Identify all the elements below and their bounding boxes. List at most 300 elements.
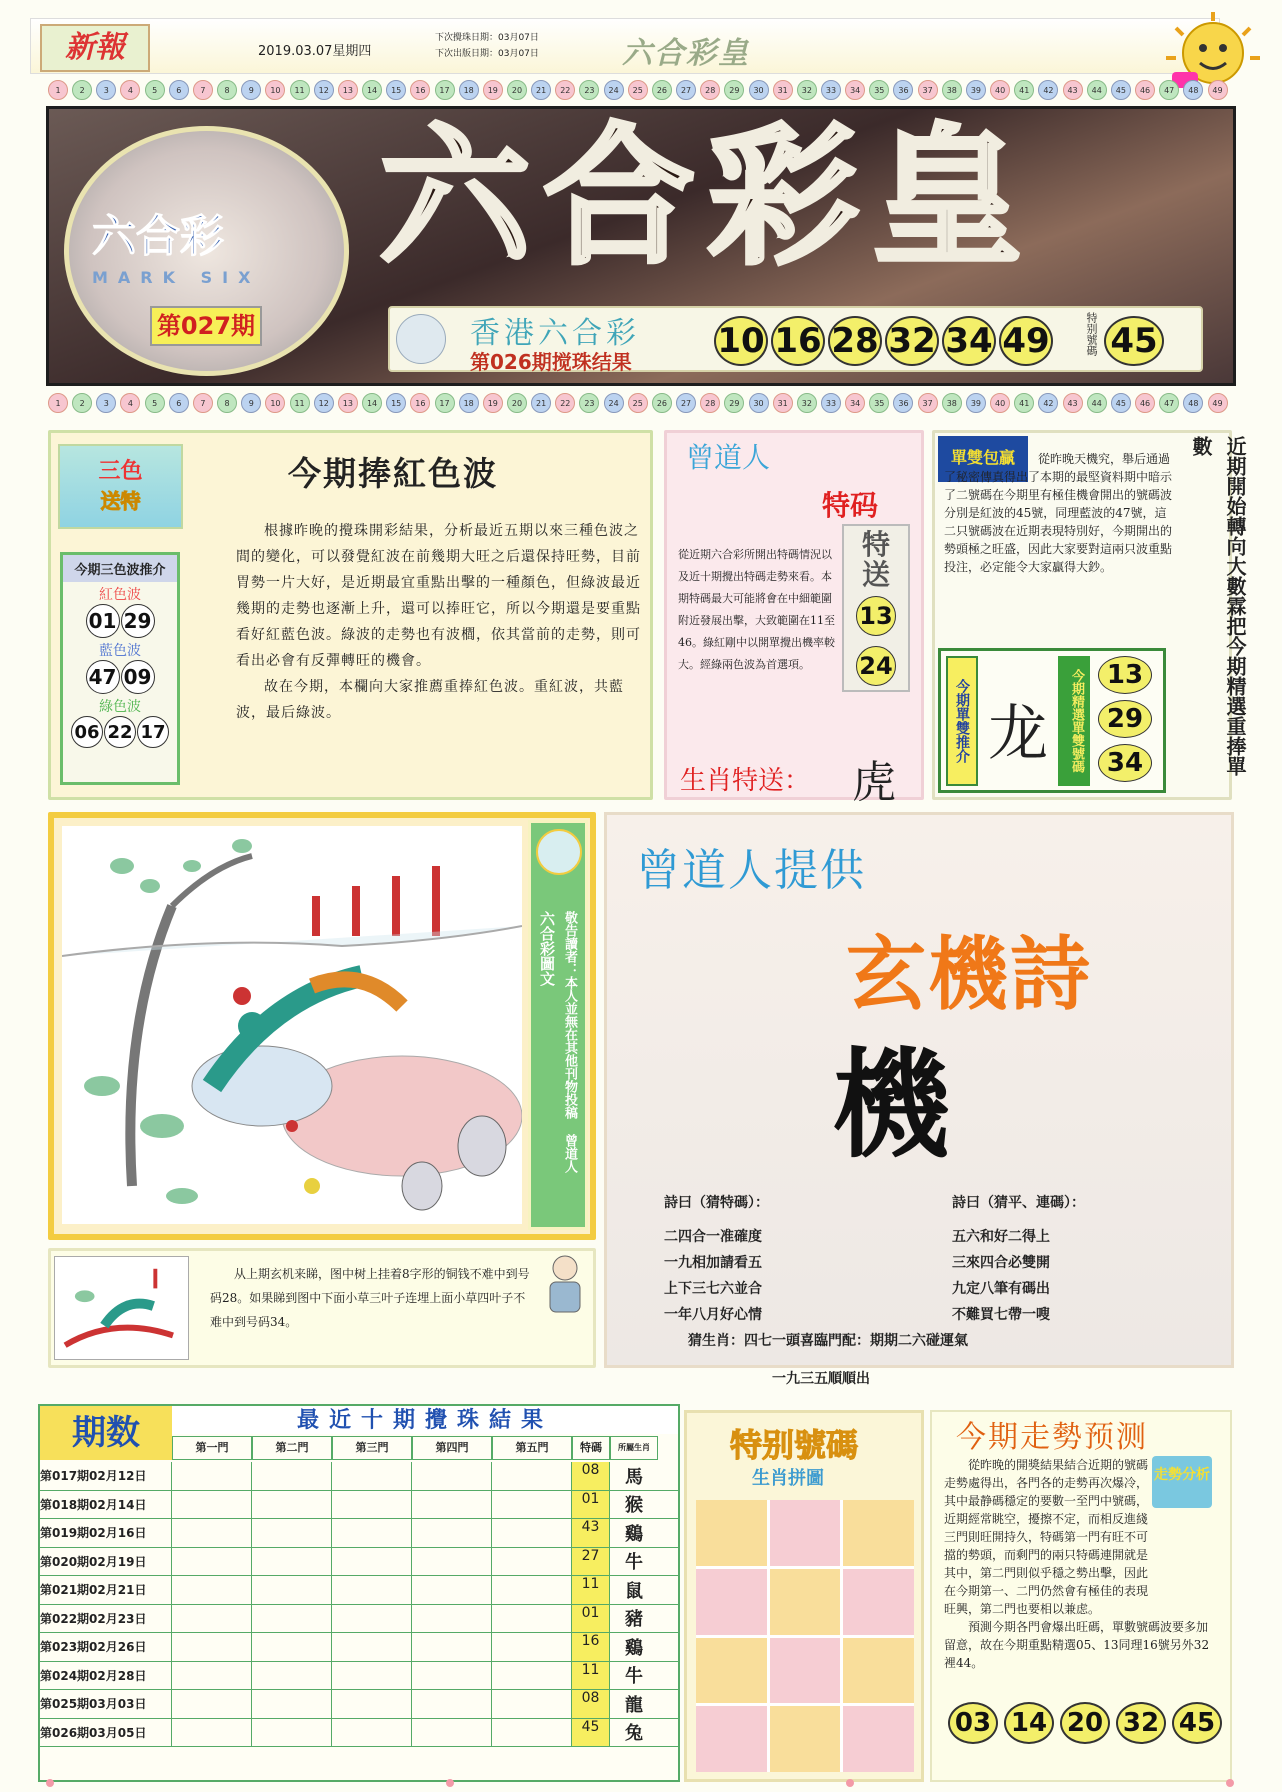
mini-ball: 43 (1063, 393, 1083, 413)
history-cell (412, 1633, 492, 1661)
history-cell (252, 1719, 332, 1747)
mini-ball: 15 (386, 393, 406, 413)
history-cell (332, 1519, 412, 1547)
history-col-header: 第三門 (332, 1436, 412, 1460)
history-special: 08 (572, 1462, 610, 1490)
history-zodiac: 豬 (625, 1609, 643, 1631)
mini-ball: 41 (1014, 80, 1034, 100)
poem-line: 上下三七六並合 (664, 1281, 762, 1297)
history-issue: 第023期02月26日 (40, 1633, 172, 1661)
brand-small: 六合彩皇 (622, 36, 750, 71)
mini-ball: 5 (145, 80, 165, 100)
history-cell (412, 1719, 492, 1747)
mini-ball: 22 (555, 393, 575, 413)
poem-line: 五六和好二得上 (952, 1229, 1050, 1245)
mini-ball: 23 (579, 393, 599, 413)
zeng-number: 13 (856, 596, 896, 636)
mini-ball: 14 (362, 80, 382, 100)
poem-line: 三來四合必雙開 (952, 1255, 1050, 1271)
number-ball-row-top (48, 80, 1228, 102)
history-cell (252, 1662, 332, 1690)
history-issue: 第020期02月19日 (40, 1548, 172, 1576)
mini-ball: 48 (1183, 393, 1203, 413)
mini-ball: 12 (314, 393, 334, 413)
mini-ball: 3 (96, 80, 116, 100)
trend-body (944, 1456, 1214, 1672)
number-ball-row-mid (48, 393, 1228, 415)
trend-number: 14 (1004, 1702, 1054, 1744)
next-publish-date: 下次出版日期：03月07日 (435, 49, 539, 59)
mini-ball: 30 (749, 393, 769, 413)
single-tag: 單雙包贏 (938, 436, 1028, 482)
history-cell (492, 1719, 572, 1747)
picture-side (528, 820, 588, 1230)
history-zodiac: 猴 (625, 1495, 643, 1517)
poem-big-char: 機 (832, 1036, 951, 1174)
history-cell (332, 1633, 412, 1661)
masthead-title: 六合彩皇 (380, 111, 1037, 285)
mini-ball: 19 (483, 393, 503, 413)
green-wave-label: 綠色波 (99, 699, 141, 715)
poem-line: 二四合一准確度 (664, 1229, 762, 1245)
history-cell (492, 1662, 572, 1690)
history-cell (332, 1662, 412, 1690)
zeng-special-send: 特送 (861, 528, 890, 591)
mini-ball: 28 (700, 393, 720, 413)
history-issue: 第022期02月23日 (40, 1605, 172, 1633)
history-cell (492, 1605, 572, 1633)
next-draw-date: 下次攪珠日期：03月07日 (435, 33, 539, 43)
zeng-special-code: 特码 (822, 489, 879, 522)
history-special: 11 (572, 1576, 610, 1604)
poem-right-head: 詩曰（猜平、連碼）： (952, 1195, 1085, 1211)
mini-ball: 27 (676, 393, 696, 413)
mini-ball: 33 (821, 80, 841, 100)
puzzle-piece (770, 1569, 841, 1635)
mini-ball: 49 (1208, 393, 1228, 413)
mini-ball: 29 (724, 393, 744, 413)
mini-ball: 22 (555, 80, 575, 100)
wave-box (60, 552, 180, 785)
mini-ball: 36 (893, 80, 913, 100)
mini-ball: 18 (459, 80, 479, 100)
puzzle-piece (843, 1569, 914, 1635)
history-col-header: 第四門 (412, 1436, 492, 1460)
mini-ball: 44 (1087, 80, 1107, 100)
history-cell (492, 1576, 572, 1604)
zeng-special-box (842, 524, 910, 692)
trend-body-1: 從昨晚的開獎結果結合近期的號碼走勢處得出，各門各的走勢再次爆冷，其中最静碼穩定的要數一至門中號碼，近期經常眺空，擾擦不定，而相反進綫三門則旺開持久，特碼第一門有旺不可擋的勢頭，而剩門的兩只特碼連開就是其中，第二門則似乎穩之勢出擊，因此在今期第一、二門仍然會有極佳的表現旺興，第二門也要相以兼虑。 (944, 1458, 1149, 1616)
history-issue: 第017期02月12日 (40, 1462, 172, 1490)
result-ball: 32 (885, 316, 939, 366)
mini-ball: 17 (435, 80, 455, 100)
single-side-text: 近期開始轉向大數霖把今期精選重捧單數 (1189, 436, 1247, 776)
mini-ball: 42 (1038, 393, 1058, 413)
trend-number: 20 (1060, 1702, 1110, 1744)
history-row (40, 1633, 678, 1662)
history-cell (332, 1605, 412, 1633)
result-issue (470, 346, 632, 375)
result-ball: 49 (999, 316, 1053, 366)
mini-ball: 46 (1135, 393, 1155, 413)
history-col-header: 第五門 (492, 1436, 572, 1460)
mini-ball: 39 (966, 393, 986, 413)
history-cell (412, 1605, 492, 1633)
mini-ball: 33 (821, 393, 841, 413)
mini-ball: 9 (241, 80, 261, 100)
poem-line: 一九相加請看五 (664, 1255, 762, 1271)
puzzle-piece (696, 1500, 767, 1566)
history-zodiac: 牛 (625, 1666, 643, 1688)
single-box-label: 今期單雙推介 (946, 656, 978, 786)
history-zodiac: 牛 (625, 1552, 643, 1574)
blue-wave-number: 09 (121, 660, 155, 694)
history-issue: 第018期02月14日 (40, 1491, 172, 1519)
zeng-numbers (844, 596, 908, 686)
mini-ball: 49 (1208, 80, 1228, 100)
mini-ball: 26 (652, 80, 672, 100)
history-cell (492, 1519, 572, 1547)
green-wave-numbers (63, 716, 177, 748)
history-cell (252, 1519, 332, 1547)
footer-decoration (30, 1776, 1250, 1790)
history-cell (492, 1491, 572, 1519)
trend-numbers (948, 1702, 1222, 1744)
zeng-zodiac: 虎 (852, 757, 896, 808)
blue-wave-numbers (63, 660, 177, 694)
mini-ball: 5 (145, 393, 165, 413)
wave-paragraph-2: 故在今期，本欄向大家推薦重捧紅色波。重紅波，共藍波，最后綠波。 (236, 679, 624, 721)
history-special: 45 (572, 1719, 610, 1747)
puzzle-piece (696, 1569, 767, 1635)
puzzle-piece (770, 1500, 841, 1566)
mini-ball: 13 (338, 80, 358, 100)
mini-ball: 47 (1159, 80, 1179, 100)
mini-ball: 11 (290, 80, 310, 100)
mini-ball: 48 (1183, 80, 1203, 100)
history-cell (332, 1690, 412, 1718)
picture-side-brand: 六合彩圖文 (538, 911, 556, 986)
riddle-text: 从上期玄机来睇，图中树上挂着8字形的铜钱不难中到号码28。如果睇到图中下面小草三叶子连埋上面小草四叶子不难中到号码34。 (210, 1267, 530, 1329)
wave-box-title: 今期三色波推介 (63, 555, 177, 582)
history-cell (172, 1519, 252, 1547)
result-issue-number: 第026 (470, 350, 532, 374)
mini-ball: 39 (966, 80, 986, 100)
poem-right-lines (952, 1224, 1085, 1328)
mini-ball: 42 (1038, 80, 1058, 100)
red-wave-numbers (63, 604, 177, 638)
single-pick-label: 今期精選單雙號碼 (1058, 656, 1090, 786)
mini-ball: 16 (410, 80, 430, 100)
mini-ball: 23 (579, 80, 599, 100)
history-issue: 第025期03月03日 (40, 1690, 172, 1718)
mini-ball: 7 (193, 393, 213, 413)
mini-ball: 8 (217, 393, 237, 413)
mini-ball: 1 (48, 393, 68, 413)
green-wave-number: 22 (104, 716, 136, 748)
history-cell (492, 1548, 572, 1576)
mini-ball: 31 (773, 80, 793, 100)
logo-badge-sub: MARK SIX (92, 268, 261, 287)
history-cell (252, 1605, 332, 1633)
single-pick: 29 (1098, 700, 1152, 738)
history-cell (412, 1576, 492, 1604)
history-issue: 第019期02月16日 (40, 1519, 172, 1547)
history-cell (412, 1519, 492, 1547)
single-zodiac: 龙 (988, 699, 1048, 769)
poem-right (952, 1190, 1085, 1328)
history-row (40, 1605, 678, 1634)
mini-ball: 7 (193, 80, 213, 100)
result-brand: 香港六合彩 (470, 316, 640, 351)
history-cell (412, 1462, 492, 1490)
history-special: 27 (572, 1548, 610, 1576)
history-cell (172, 1690, 252, 1718)
history-col-header: 特碼 (572, 1436, 610, 1460)
history-cell (172, 1605, 252, 1633)
puzzle-piece (770, 1638, 841, 1704)
mini-ball: 34 (845, 393, 865, 413)
single-body: 從昨晚天機究，舉后通過了秘密傳真得出了本期的最堅資料期中暗示了二號碼在今期里有極佳機會開出的號碼波分別是紅波的45號，同理藍波的47號，這二只號碼波在近期表現特別好，今期開出的勢頭極之旺盛，因此大家要對這兩只波重點投注，必定能令大家贏得大鈔。 (944, 452, 1173, 574)
history-issue: 第024期02月28日 (40, 1662, 172, 1690)
history-cell (332, 1576, 412, 1604)
mini-ball: 37 (918, 393, 938, 413)
blue-wave-number: 47 (86, 660, 120, 694)
mini-ball: 30 (749, 80, 769, 100)
trend-number: 03 (948, 1702, 998, 1744)
history-row (40, 1719, 678, 1748)
history-row (40, 1690, 678, 1719)
wave-paragraph (236, 518, 646, 726)
puzzle-piece (843, 1706, 914, 1772)
mini-ball: 21 (531, 80, 551, 100)
single-picks (1098, 656, 1152, 782)
mini-ball: 43 (1063, 80, 1083, 100)
trend-title: 今期走勢预测 (956, 1420, 1148, 1455)
history-special: 11 (572, 1662, 610, 1690)
history-cell (252, 1690, 332, 1718)
puzzle-title: 特别號碼 (730, 1426, 859, 1464)
history-zodiac: 鼠 (625, 1580, 643, 1602)
history-cell (172, 1576, 252, 1604)
wave-tag-title: 三色 (98, 459, 143, 484)
blue-wave-label: 藍色波 (99, 643, 141, 659)
green-wave-number: 06 (71, 716, 103, 748)
mini-ball: 24 (604, 80, 624, 100)
mini-ball: 15 (386, 80, 406, 100)
mini-ball: 37 (918, 80, 938, 100)
history-rows (40, 1462, 678, 1747)
mini-ball: 28 (700, 80, 720, 100)
history-cell (172, 1548, 252, 1576)
history-cell (252, 1548, 332, 1576)
mini-ball: 46 (1135, 80, 1155, 100)
issue-number: 第027期 (150, 306, 262, 346)
trend-body-2: 預測今期各門會爆出旺碼，單數號碼波要多加留意，故在今期重點精選05、13同理16號另外32裡44。 (944, 1620, 1210, 1670)
result-ball: 10 (714, 316, 768, 366)
mini-ball: 41 (1014, 393, 1034, 413)
puzzle-sub: 生肖拼圖 (752, 1468, 824, 1489)
poem-line: 不難買七帶一嗖 (952, 1307, 1050, 1323)
red-wave-label: 紅色波 (99, 587, 141, 603)
history-special: 01 (572, 1605, 610, 1633)
zeng-body: 從近期六合彩所開出特碼情況以及近十期攪出特碼走勢來看。本期特碼最大可能將會在中細範圍附近發展出擊，大致範圍在11至46。綠紅剛中以開單攪出機率較大。經綠兩色波為首選項。 (678, 548, 835, 671)
puzzle-grid (696, 1500, 914, 1772)
mini-ball: 32 (797, 393, 817, 413)
red-wave-number: 29 (121, 604, 155, 638)
mini-ball: 45 (1111, 80, 1131, 100)
history-col-header: 第二門 (252, 1436, 332, 1460)
mini-ball: 20 (507, 393, 527, 413)
newspaper-logo: 新報 (40, 24, 150, 72)
mini-ball: 20 (507, 80, 527, 100)
mini-ball: 44 (1087, 393, 1107, 413)
result-issue-label: 期搅珠结果 (531, 350, 632, 374)
history-cell (332, 1491, 412, 1519)
poem-order: 一九三五順順出 (772, 1371, 870, 1387)
mini-ball: 36 (893, 393, 913, 413)
mini-ball: 1 (48, 80, 68, 100)
history-title-right: 最近十期攪珠結果 (172, 1406, 678, 1434)
green-wave-number: 17 (137, 716, 169, 748)
history-cell (412, 1690, 492, 1718)
history-zodiac: 鷄 (625, 1523, 643, 1545)
mini-ball: 17 (435, 393, 455, 413)
history-row (40, 1519, 678, 1548)
history-cell (332, 1719, 412, 1747)
picture-side-logo (536, 829, 582, 875)
history-col-header: 第一門 (172, 1436, 252, 1460)
history-cell (252, 1491, 332, 1519)
mini-ball: 25 (628, 393, 648, 413)
history-special: 08 (572, 1690, 610, 1718)
trend-number: 45 (1172, 1702, 1222, 1744)
special-label: 特别號碼 (1085, 312, 1098, 356)
poem-left-lines (664, 1224, 769, 1328)
history-special: 43 (572, 1519, 610, 1547)
history-cell (172, 1662, 252, 1690)
mini-ball: 18 (459, 393, 479, 413)
history-zodiac: 馬 (625, 1466, 643, 1488)
history-zodiac: 兔 (625, 1723, 643, 1745)
mini-ball: 2 (72, 80, 92, 100)
history-cell (252, 1462, 332, 1490)
history-cell (172, 1462, 252, 1490)
history-cell (172, 1491, 252, 1519)
wave-paragraph-1: 根據昨晚的攪珠開彩結果，分析最近五期以來三種色波之間的變化，可以發覺紅波在前幾期大旺之后還保持旺勢，目前胃勢一片大好，是近期最宜重點出擊的一種顏色，但綠波最近幾期的走勢也逐漸上升，還可以捧旺它，所以今期還是要重點看好紅藍色波。綠波的走勢也有波櫚，依其當前的走勢，則可看出必會有反彈轉旺的機會。 (236, 523, 641, 669)
history-cell (492, 1462, 572, 1490)
history-cell (492, 1690, 572, 1718)
mini-ball: 10 (265, 393, 285, 413)
mini-ball: 8 (217, 80, 237, 100)
zeng-number: 24 (856, 646, 896, 686)
puzzle-piece (696, 1706, 767, 1772)
wave-tag-sub: 送特 (100, 489, 141, 513)
result-ball: 34 (942, 316, 996, 366)
single-pick: 34 (1098, 744, 1152, 782)
mini-ball: 13 (338, 393, 358, 413)
single-pick: 13 (1098, 656, 1152, 694)
mini-ball: 38 (942, 393, 962, 413)
poem-guess: 猜生肖：四七一頭喜臨門配：期期二六碰運氣 (688, 1333, 968, 1349)
history-row (40, 1491, 678, 1520)
issue-date: 2019.03.07星期四 (258, 44, 372, 59)
history-cell (252, 1576, 332, 1604)
history-issue: 第026期03月05日 (40, 1719, 172, 1747)
wave-tag (58, 444, 183, 529)
history-cell (252, 1633, 332, 1661)
history-special: 16 (572, 1633, 610, 1661)
result-mini-logo (396, 314, 446, 364)
mini-ball: 10 (265, 80, 285, 100)
mini-ball: 32 (797, 80, 817, 100)
red-wave-number: 01 (86, 604, 120, 638)
picture-side-notice: 敬告讀者：本人並無在其他刊物投稿 曾道人 (562, 911, 577, 1173)
mini-ball: 21 (531, 393, 551, 413)
mini-ball: 29 (724, 80, 744, 100)
mini-ball: 38 (942, 80, 962, 100)
mini-ball: 40 (990, 393, 1010, 413)
mini-ball: 2 (72, 393, 92, 413)
mini-ball: 35 (869, 80, 889, 100)
mini-ball: 47 (1159, 393, 1179, 413)
mini-ball: 6 (169, 393, 189, 413)
poem-title: 玄機詩 (846, 928, 1092, 1021)
puzzle-piece (696, 1638, 767, 1704)
mini-ball: 6 (169, 80, 189, 100)
zeng-name: 曾道人 (686, 441, 771, 474)
result-ball: 16 (771, 316, 825, 366)
trend-number: 32 (1116, 1702, 1166, 1744)
history-issue: 第021期02月21日 (40, 1576, 172, 1604)
cartoon-figure-icon (540, 1250, 590, 1320)
history-cell (412, 1491, 492, 1519)
mini-ball: 12 (314, 80, 334, 100)
history-col-header: 所屬生肖 (610, 1436, 658, 1460)
mini-ball: 9 (241, 393, 261, 413)
history-cell (412, 1548, 492, 1576)
mini-ball: 35 (869, 393, 889, 413)
history-cell (332, 1462, 412, 1490)
puzzle-piece (843, 1638, 914, 1704)
history-row (40, 1462, 678, 1491)
history-cell (172, 1633, 252, 1661)
zeng-zodiac-label: 生肖特送： (680, 766, 811, 796)
mini-ball: 16 (410, 393, 430, 413)
result-balls (714, 316, 1053, 366)
riddle-thumbnail (54, 1256, 189, 1360)
mini-ball: 45 (1111, 393, 1131, 413)
poem-line: 一年八月好心情 (664, 1307, 762, 1323)
history-cell (172, 1719, 252, 1747)
trend-tag: 走勢分析 (1152, 1456, 1212, 1508)
puzzle-piece (843, 1500, 914, 1566)
mini-ball: 19 (483, 80, 503, 100)
mini-ball: 14 (362, 393, 382, 413)
history-special: 01 (572, 1491, 610, 1519)
history-cell (412, 1662, 492, 1690)
mini-ball: 24 (604, 393, 624, 413)
mini-ball: 4 (120, 80, 140, 100)
mini-ball: 26 (652, 393, 672, 413)
history-cell (332, 1548, 412, 1576)
history-row (40, 1576, 678, 1605)
poem-line: 九定八筆有碼出 (952, 1281, 1050, 1297)
poem-left (664, 1190, 769, 1328)
history-row (40, 1662, 678, 1691)
history-zodiac: 鷄 (625, 1637, 643, 1659)
special-ball: 45 (1104, 316, 1164, 366)
